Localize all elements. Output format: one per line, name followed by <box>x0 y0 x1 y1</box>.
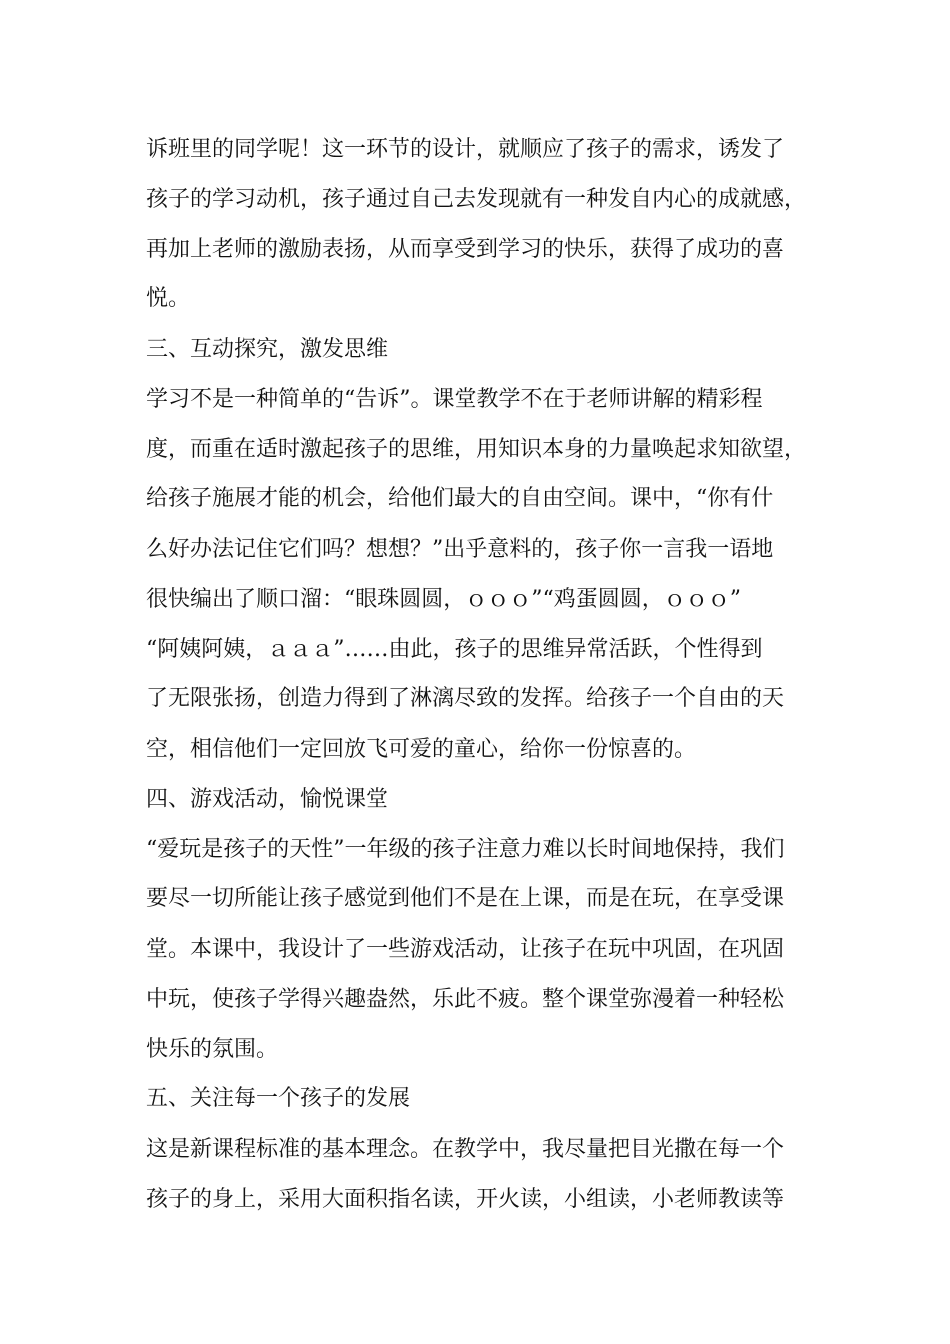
text-line: 孩子的学习动机，孩子通过自己去发现就有一种发自内心的成就感， <box>146 187 807 212</box>
text-line: 快乐的氛围。 <box>146 1037 279 1062</box>
section-heading: 五、关注每一个孩子的发展 <box>146 1086 411 1111</box>
text-line: 空，相信他们一定回放飞可爱的童心，给你一份惊喜的。 <box>146 737 697 762</box>
text-line: 么好办法记住它们吗？想想？”出乎意料的，孩子你一言我一语地 <box>146 537 774 562</box>
text-line: 了无限张扬，创造力得到了淋漓尽致的发挥。给孩子一个自由的天 <box>146 686 785 711</box>
text-line: 度，而重在适时激起孩子的思维，用知识本身的力量唤起求知欲望， <box>146 437 807 462</box>
text-line: 给孩子施展才能的机会，给他们最大的自由空间。课中，“你有什 <box>146 486 774 511</box>
text-line: “爱玩是孩子的天性”一年级的孩子注意力难以长时间地保持，我们 <box>146 837 785 862</box>
text-line: 中玩，使孩子学得兴趣盎然，乐此不疲。整个课堂弥漫着一种轻松 <box>146 987 785 1012</box>
text-line: 很快编出了顺口溜：“眼珠圆圆，ｏｏｏ”“鸡蛋圆圆，ｏｏｏ” <box>146 587 741 612</box>
text-line: 堂。本课中，我设计了一些游戏活动，让孩子在玩中巩固，在巩固 <box>146 937 785 962</box>
text-line: 再加上老师的激励表扬，从而享受到学习的快乐，获得了成功的喜 <box>146 237 785 262</box>
text-line: 要尽一切所能让孩子感觉到他们不是在上课，而是在玩，在享受课 <box>146 886 785 911</box>
text-line: “阿姨阿姨，ａａａ”……由此，孩子的思维异常活跃，个性得到 <box>146 637 763 662</box>
section-heading: 四、游戏活动，愉悦课堂 <box>146 787 389 812</box>
text-line: 孩子的身上，采用大面积指名读，开火读，小组读，小老师教读等 <box>146 1187 785 1212</box>
text-line: 学习不是一种简单的“告诉”。课堂教学不在于老师讲解的精彩程 <box>146 387 763 412</box>
section-heading: 三、互动探究，激发思维 <box>146 337 389 362</box>
text-line: 悦。 <box>146 286 191 311</box>
text-line: 这是新课程标准的基本理念。在教学中，我尽量把目光撒在每一个 <box>146 1137 785 1162</box>
text-line: 诉班里的同学呢！这一环节的设计，就顺应了孩子的需求，诱发了 <box>146 137 785 162</box>
